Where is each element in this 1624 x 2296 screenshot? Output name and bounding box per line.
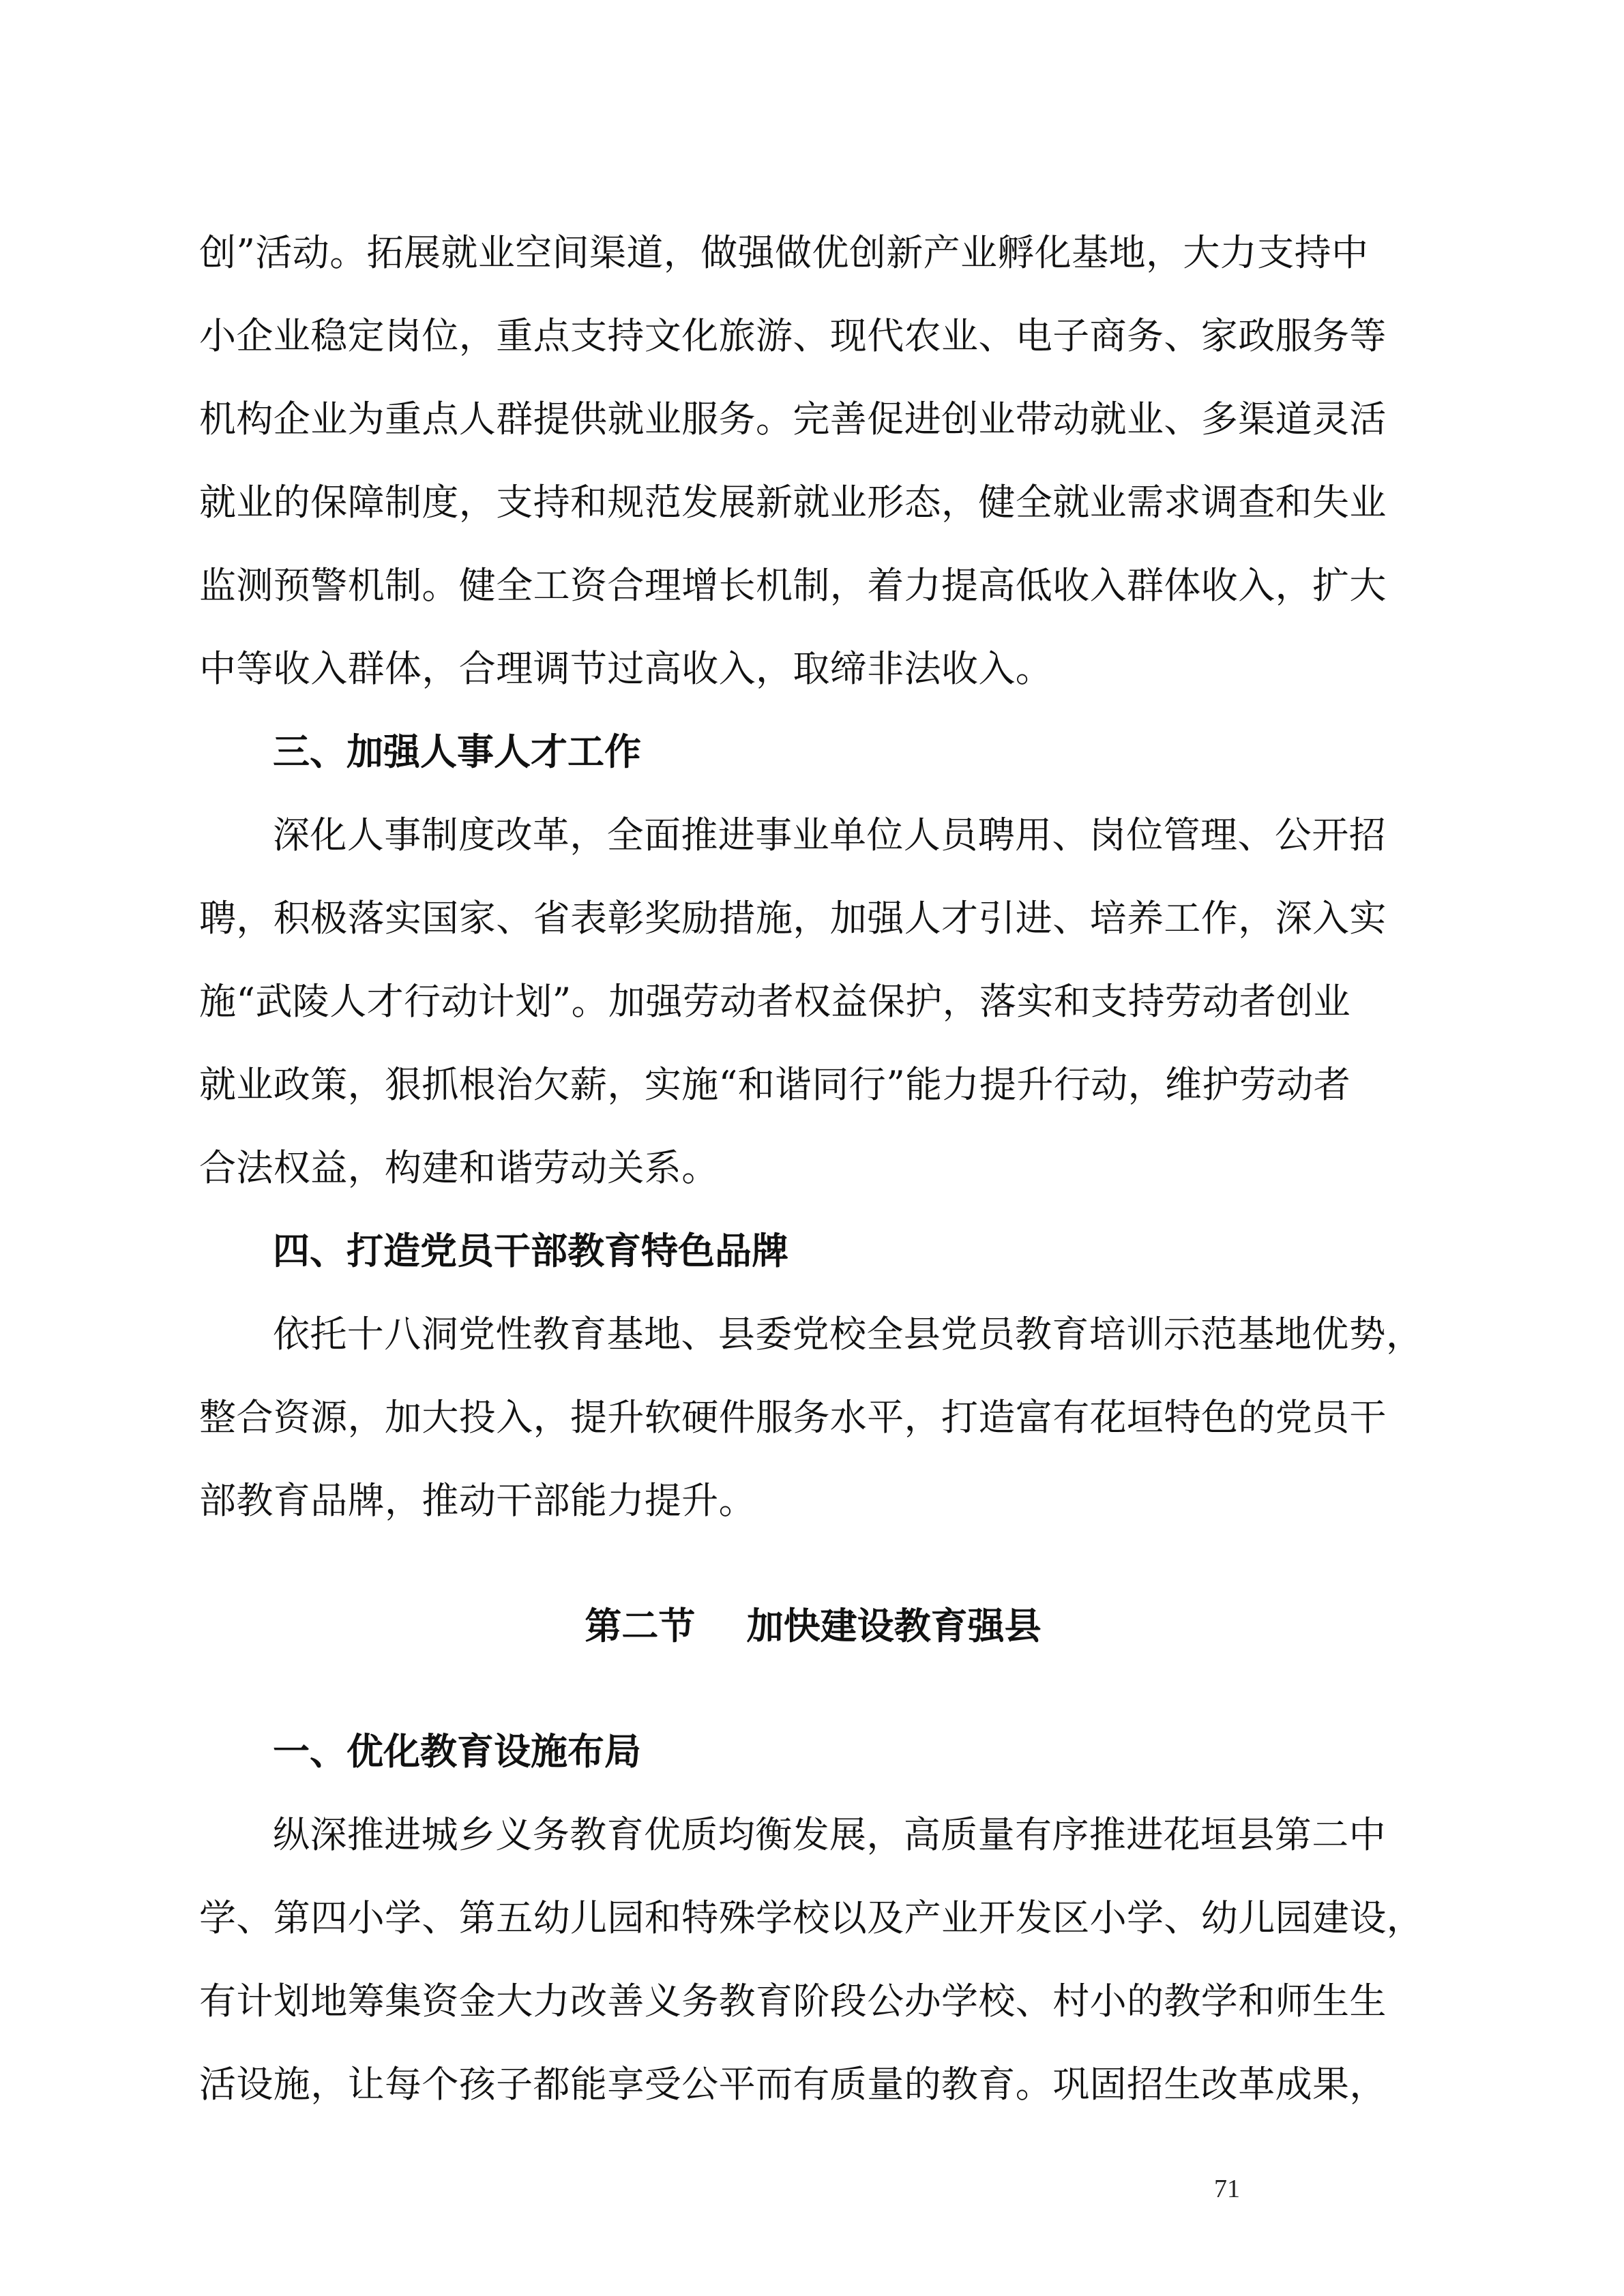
heading-education-facilities: 一、优化教育设施布局 bbox=[273, 1730, 641, 1773]
paragraph-line: 监测预警机制。健全工资合理增长机制，着力提高低收入群体收入，扩大 bbox=[199, 564, 1387, 607]
paragraph-line: 整合资源，加大投入，提升软硬件服务水平，打造富有花垣特色的党员干 bbox=[199, 1396, 1387, 1439]
page-number: 71 bbox=[1214, 2175, 1240, 2203]
paragraph-line: 施“武陵人才行动计划”。加强劳动者权益保护，落实和支持劳动者创业 bbox=[199, 980, 1351, 1023]
heading-personnel-talent: 三、加强人事人才工作 bbox=[273, 730, 641, 773]
heading-party-education: 四、打造党员干部教育特色品牌 bbox=[273, 1229, 788, 1272]
paragraph-line: 依托十八洞党性教育基地、县委党校全县党员教育培训示范基地优势， bbox=[273, 1313, 1423, 1356]
paragraph-education-facilities bbox=[199, 1793, 1427, 2126]
section-spacer bbox=[199, 1542, 1427, 1585]
paragraph-personnel-reform bbox=[199, 794, 1427, 1210]
paragraph-line: 深化人事制度改革，全面推进事业单位人员聘用、岗位管理、公开招 bbox=[273, 814, 1386, 856]
paragraph-line: 小企业稳定岗位，重点支持文化旅游、现代农业、电子商务、家政服务等 bbox=[199, 314, 1387, 357]
paragraph-line: 聘，积极落实国家、省表彰奖励措施，加强人才引进、培养工作，深入实 bbox=[199, 897, 1387, 940]
section-title: 第二节 加快建设教育强县 bbox=[585, 1605, 1042, 1648]
paragraph-line: 学、第四小学、第五幼儿园和特殊学校以及产业开发区小学、幼儿园建设， bbox=[199, 1896, 1424, 1939]
paragraph-line: 部教育品牌，推动干部能力提升。 bbox=[199, 1479, 756, 1522]
paragraph-line: 有计划地筹集资金大力改善义务教育阶段公办学校、村小的教学和师生生 bbox=[199, 1980, 1387, 2023]
paragraph-line: 合法权益，构建和谐劳动关系。 bbox=[199, 1146, 719, 1189]
paragraph-line: 就业的保障制度，支持和规范发展新就业形态，健全就业需求调查和失业 bbox=[199, 481, 1387, 524]
paragraph-line: 机构企业为重点人群提供就业服务。完善促进创业带动就业、多渠道灵活 bbox=[199, 398, 1387, 441]
paragraph-line: 纵深推进城乡义务教育优质均衡发展，高质量有序推进花垣县第二中 bbox=[273, 1813, 1386, 1856]
paragraph-line: 中等收入群体，合理调节过高收入，取缔非法收入。 bbox=[199, 647, 1053, 690]
paragraph-party-education bbox=[199, 1293, 1427, 1542]
paragraph-line: 创”活动。拓展就业空间渠道，做强做优创新产业孵化基地，大力支持中 bbox=[199, 231, 1369, 274]
paragraph-employment bbox=[199, 211, 1427, 711]
paragraph-line: 就业政策，狠抓根治欠薪，实施“和谐同行”能力提升行动，维护劳动者 bbox=[199, 1063, 1351, 1106]
section-spacer bbox=[199, 1668, 1427, 1710]
paragraph-line: 活设施，让每个孩子都能享受公平而有质量的教育。巩固招生改革成果， bbox=[199, 2063, 1387, 2106]
page-body bbox=[199, 211, 1427, 2126]
